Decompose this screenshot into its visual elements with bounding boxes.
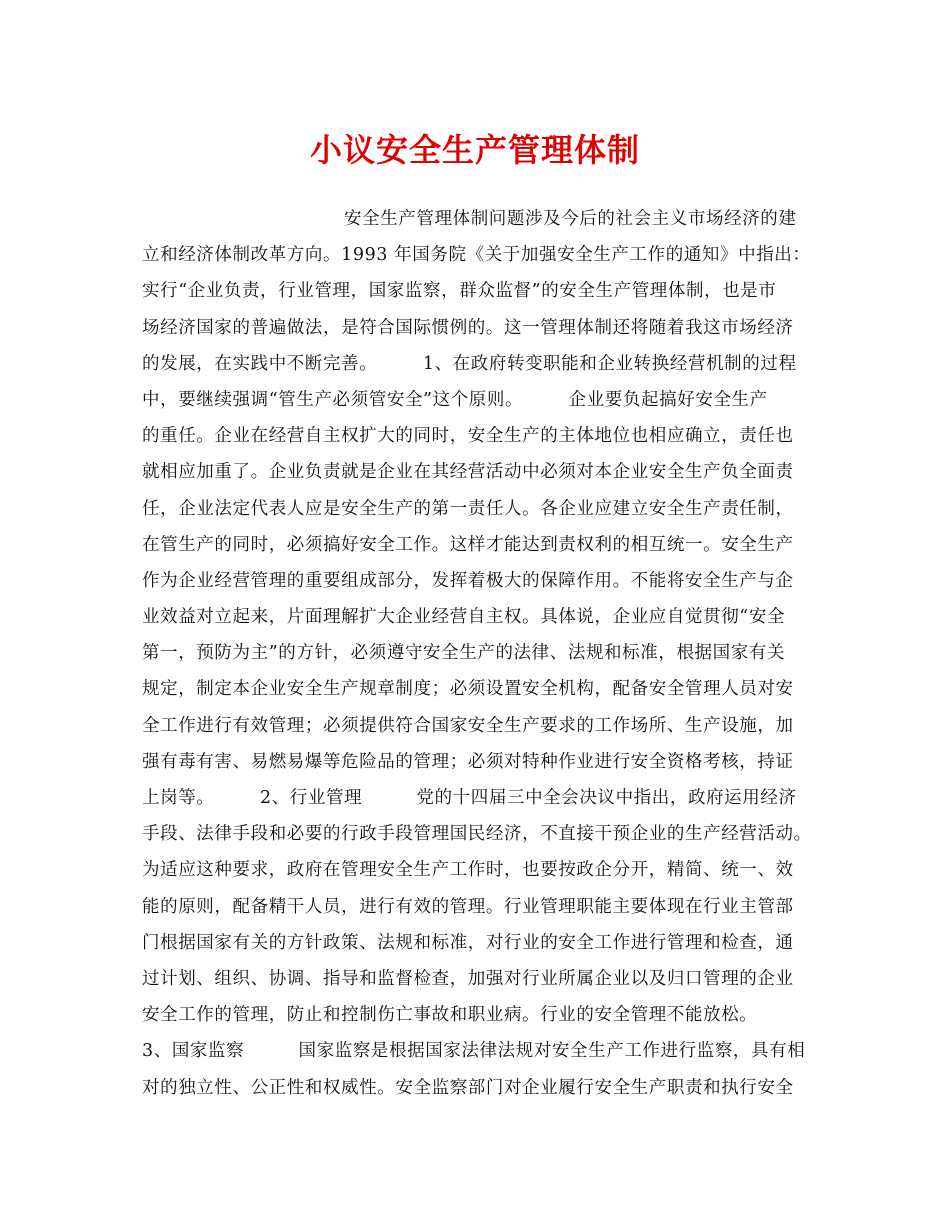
paragraph-line: 强有毒有害、易燃易爆等危险品的管理；必须对特种作业进行安全资格考核，持证 [142,751,794,772]
paragraph-line: 的重任。企业在经营自主权扩大的同时，安全生产的主体地位也相应确立，责任也 [142,426,794,447]
paragraph-line: 全工作进行有效管理；必须提供符合国家安全生产要求的工作场所、生产设施，加 [142,715,794,736]
document-body [142,201,814,1106]
paragraph-line: 第一，预防为主”的方针，必须遵守安全生产的法律、法规和标准，根据国家有关 [142,643,786,664]
paragraph-line: 安全生产管理体制问题涉及今后的社会主义市场经济的建 [344,209,797,229]
paragraph-line: 在管生产的同时，必须搞好安全工作。这样才能达到责权利的相互统一。安全生产 [142,534,794,555]
paragraph-line: 3、国家监察 国家监察是根据国家法律法规对安全生产工作进行监察，具有相 [142,1041,806,1062]
paragraph-line: 实行“企业负责，行业管理，国家监察，群众监督”的安全生产管理体制，也是市 [142,281,777,302]
paragraph-line: 规定，制定本企业安全生产规章制度；必须设置安全机构，配备安全管理人员对安 [142,679,794,700]
paragraph-line: 立和经济体制改革方向。1993 年国务院《关于加强安全生产工作的通知》中指出： [142,245,811,266]
paragraph-line: 场经济国家的普遍做法，是符合国际惯例的。这一管理体制还将随着我这市场经济 [142,317,794,338]
paragraph-line: 就相应加重了。企业负责就是企业在其经营活动中必须对本企业安全生产负全面责 [142,462,794,483]
paragraph-line: 安全工作的管理，防止和控制伤亡事故和职业病。行业的安全管理不能放松。 [142,1005,758,1026]
paragraph-line: 门根据国家有关的方针政策、法规和标准，对行业的安全工作进行管理和检查，通 [142,932,794,953]
paragraph-line: 上岗等。 2、行业管理 党的十四届三中全会决议中指出，政府运用经济 [142,788,797,808]
paragraph-line: 作为企业经营管理的重要组成部分，发挥着极大的保障作用。不能将安全生产与企 [142,570,794,591]
paragraph-line: 任，企业法定代表人应是安全生产的第一责任人。各企业应建立安全生产责任制， [142,498,794,519]
document-title: 小议安全生产管理体制 [309,131,640,169]
paragraph-line: 手段、法律手段和必要的行政手段管理国民经济，不直接干预企业的生产经营活动。 [142,824,812,845]
paragraph-line: 中，要继续强调“管生产必须管安全”这个原则。 企业要负起搞好安全生产 [142,389,768,410]
paragraph-line: 过计划、组织、协调、指导和监督检查，加强对行业所属企业以及归口管理的企业 [142,968,794,989]
paragraph-line: 对的独立性、公正性和权威性。安全监察部门对企业履行安全生产职责和执行安全 [142,1077,794,1098]
paragraph-line: 的发展，在实践中不断完善。 1、在政府转变职能和企业转换经营机制的过程 [142,353,797,374]
paragraph-line: 为适应这种要求，政府在管理安全生产工作时，也要按政企分开，精简、统一、效 [142,860,794,881]
paragraph-line: 业效益对立起来，片面理解扩大企业经营自主权。具体说，企业应自觉贯彻“安全 [142,607,786,628]
paragraph-line: 能的原则，配备精干人员，进行有效的管理。行业管理职能主要体现在行业主管部 [142,896,794,917]
